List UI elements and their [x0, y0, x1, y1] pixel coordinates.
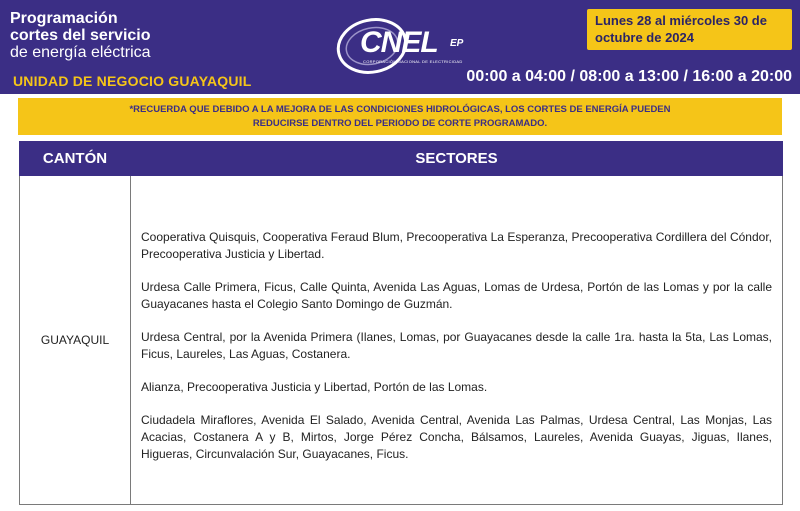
sector-paragraph: Ciudadela Miraflores, Avenida El Salado, Avenida Central, Avenida Las Palmas, Urdesa Central, Las Monjas, Las Acacias, Costanera A y B, Mirtos, Jorge Pérez Concha, Bálsamos, Laureles, Avenida Guayas, Jiguas, Ilanes, Higueras, Circunvalación Sur, Guayacanes, Ficus.	[141, 413, 772, 461]
logo-suffix: EP	[450, 38, 464, 49]
header-canton: CANTÓN	[20, 142, 131, 176]
sector-paragraph: Alianza, Precooperativa Justicia y Libertad, Portón de las Lomas.	[141, 380, 488, 394]
header-banner	[0, 0, 800, 94]
date-range: Lunes 28 al miércoles 30 de octubre de 2024	[595, 13, 767, 45]
title-line-1: Programación	[10, 10, 118, 27]
logo-subtitle: CORPORACIÓN NACIONAL DE ELECTRICIDAD	[363, 59, 463, 64]
page-title	[10, 10, 151, 61]
notice-banner	[18, 98, 782, 135]
title-line-3: de energía eléctrica	[10, 44, 151, 61]
date-badge	[587, 9, 792, 50]
logo-wordmark: CNEL	[360, 26, 438, 59]
header-sectores: SECTORES	[131, 142, 783, 176]
table-header-row	[20, 142, 783, 176]
cnel-logo	[330, 14, 480, 78]
sector-paragraph: Cooperativa Quisquis, Cooperativa Feraud Blum, Precooperativa La Esperanza, Precooperativa Cordillera del Cóndor, Precooperativa Justicia y Libertad.	[141, 230, 772, 261]
title-line-2: cortes del servicio	[10, 27, 151, 44]
sectors-cell	[131, 176, 783, 505]
sector-paragraph: Urdesa Calle Primera, Ficus, Calle Quinta, Avenida Las Aguas, Lomas de Urdesa, Portón de las Lomas y por la calle Guayacanes hasta el Colegio Santo Domingo de Guzmán.	[141, 280, 772, 311]
outage-hours: 00:00 a 04:00 / 08:00 a 13:00 / 16:00 a 20:00	[466, 68, 792, 85]
canton-cell: GUAYAQUIL	[20, 176, 131, 505]
table-row	[20, 176, 783, 505]
notice-text: *RECUERDA QUE DEBIDO A LA MEJORA DE LAS CONDICIONES HIDROLÓGICAS, LOS CORTES DE ENERGÍA PUEDEN REDUCIRSE DENTRO DEL PERIODO DE CORTE PROGRAMADO.	[129, 103, 671, 129]
schedule-table	[19, 141, 783, 505]
business-unit-label: UNIDAD DE NEGOCIO GUAYAQUIL	[13, 73, 252, 89]
sector-paragraph: Urdesa Central, por la Avenida Primera (Ilanes, Lomas, por Guayacanes desde la calle 1ra. hasta la 5ta, Las Lomas, Ficus, Laureles, Las Aguas, Costanera.	[141, 330, 772, 361]
